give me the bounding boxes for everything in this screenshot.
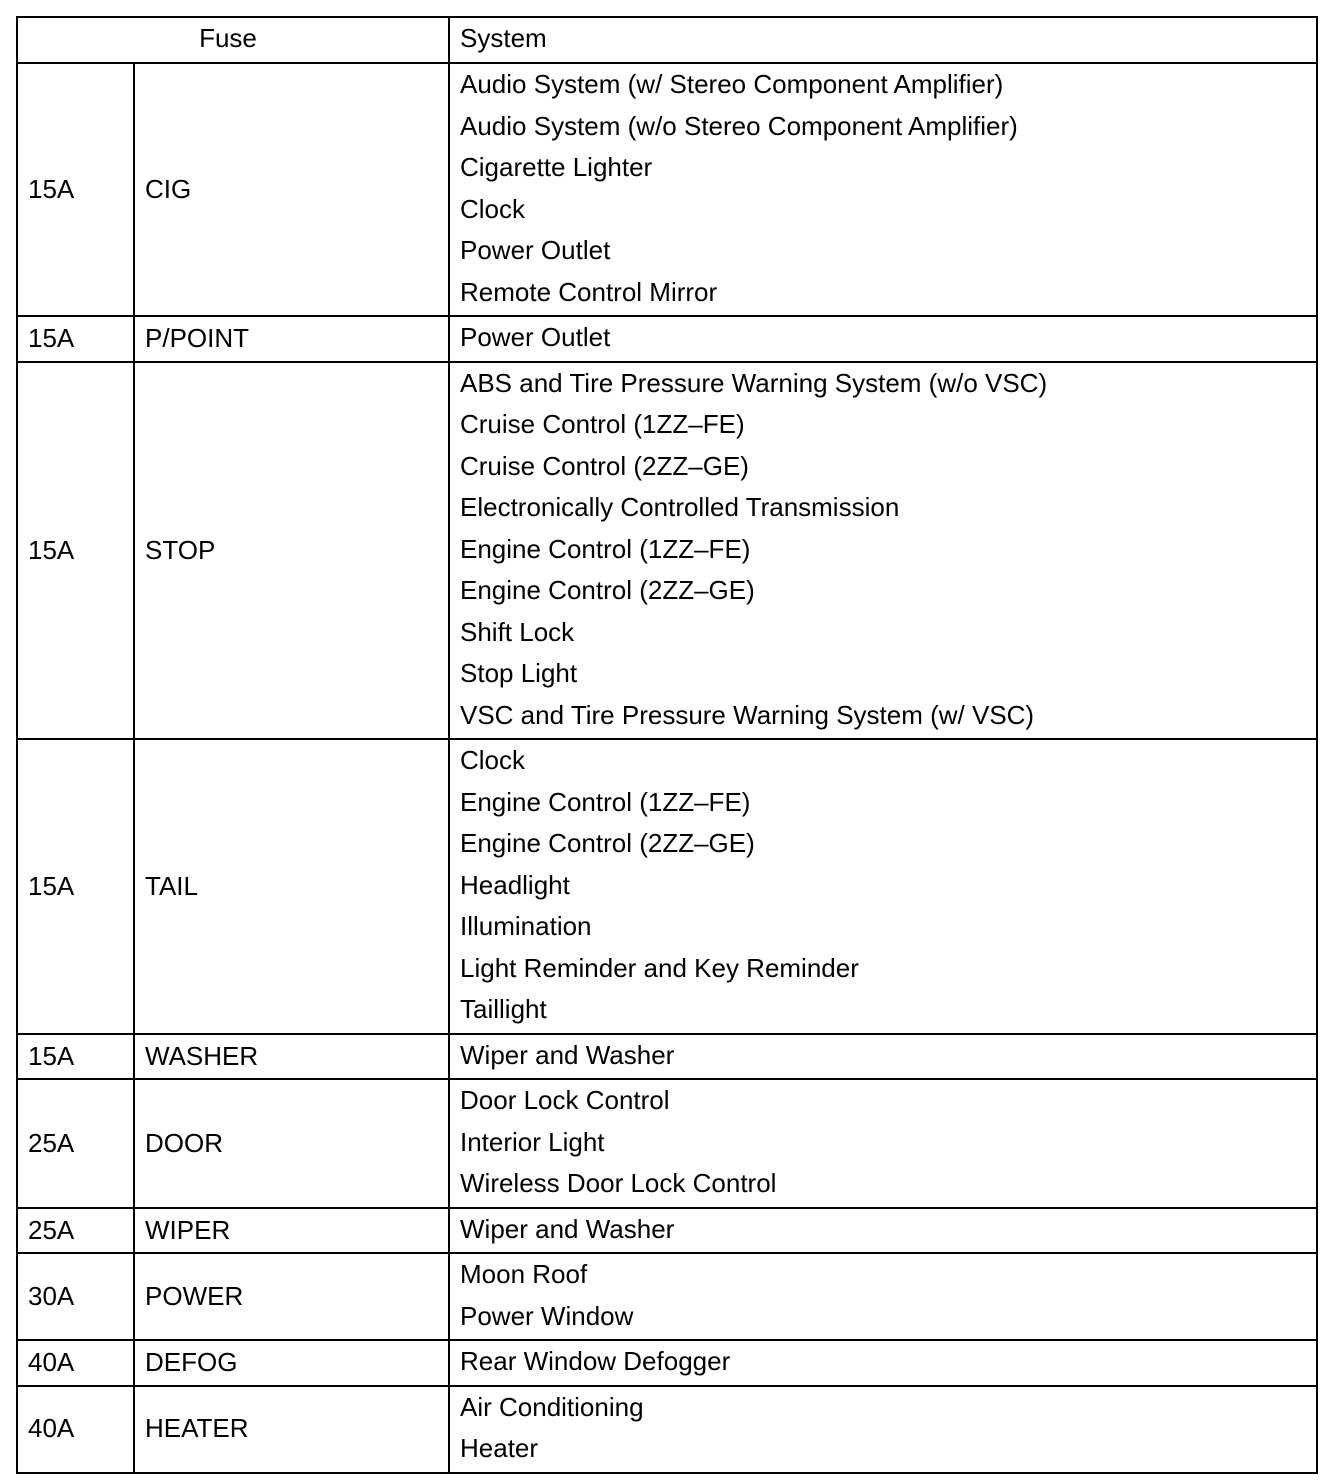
system-item: Engine Control (1ZZ–FE)	[460, 533, 751, 564]
fuse-table	[16, 16, 1318, 1474]
fuse-name: WIPER	[134, 1208, 449, 1254]
fuse-header: Fuse	[17, 17, 449, 63]
fuse-amperage: 15A	[17, 1034, 134, 1080]
fuse-name: HEATER	[134, 1386, 449, 1473]
system-item: Wireless Door Lock Control	[460, 1168, 777, 1198]
system-item: Heater	[460, 1433, 539, 1463]
table-row	[17, 1079, 1317, 1208]
system-item: Electronically Controlled Transmission	[460, 492, 900, 522]
fuse-amperage: 40A	[17, 1340, 134, 1386]
system-list	[449, 316, 1317, 362]
system-item: Cruise Control (2ZZ–GE)	[460, 450, 749, 481]
system-item: Remote Control Mirror	[460, 276, 718, 307]
system-header: System	[449, 17, 1317, 63]
system-item: Clock	[460, 745, 526, 775]
system-item: Air Conditioning	[460, 1391, 644, 1422]
system-item: Door Lock Control	[460, 1085, 670, 1115]
system-item: ABS and Tire Pressure Warning System (w/o VSC)	[460, 367, 1048, 398]
system-list	[449, 1079, 1317, 1208]
table-row	[17, 63, 1317, 316]
table-row	[17, 739, 1317, 1034]
system-list	[449, 1208, 1317, 1254]
system-list	[449, 1386, 1317, 1473]
system-item: Engine Control (1ZZ–FE)	[460, 786, 751, 817]
fuse-name: P/POINT	[134, 316, 449, 362]
system-item: Wiper and Washer	[460, 1213, 675, 1244]
system-item: Engine Control (2ZZ–GE)	[460, 828, 755, 858]
table-row	[17, 1253, 1317, 1340]
table-row	[17, 1034, 1317, 1080]
system-item: Rear Window Defogger	[460, 1346, 731, 1376]
fuse-amperage: 15A	[17, 316, 134, 362]
system-item: Power Outlet	[460, 322, 611, 352]
system-list	[449, 63, 1317, 316]
header-row	[17, 17, 1317, 63]
system-item: Light Reminder and Key Reminder	[460, 952, 859, 983]
fuse-name: WASHER	[134, 1034, 449, 1080]
fuse-amperage: 40A	[17, 1386, 134, 1473]
system-item: Clock	[460, 193, 526, 224]
system-item: Headlight	[460, 869, 570, 900]
fuse-amperage: 15A	[17, 362, 134, 740]
fuse-amperage: 15A	[17, 739, 134, 1034]
fuse-amperage: 15A	[17, 63, 134, 316]
system-item: Cigarette Lighter	[460, 152, 653, 182]
system-list	[449, 1253, 1317, 1340]
system-item: Taillight	[460, 994, 547, 1024]
system-item: Audio System (w/ Stereo Component Amplifier)	[460, 69, 1004, 99]
system-item: Shift Lock	[460, 616, 575, 647]
fuse-table-body	[17, 63, 1317, 1473]
fuse-name: TAIL	[134, 739, 449, 1034]
system-item: Cruise Control (1ZZ–FE)	[460, 409, 745, 439]
fuse-name: DEFOG	[134, 1340, 449, 1386]
system-item: Audio System (w/o Stereo Component Amplifier)	[460, 110, 1018, 141]
system-list	[449, 1340, 1317, 1386]
system-item: VSC and Tire Pressure Warning System (w/ VSC)	[460, 699, 1035, 730]
system-list	[449, 362, 1317, 740]
table-row	[17, 316, 1317, 362]
table-row	[17, 362, 1317, 740]
fuse-amperage: 25A	[17, 1208, 134, 1254]
system-item: Power Outlet	[460, 235, 611, 265]
system-item: Engine Control (2ZZ–GE)	[460, 575, 755, 605]
system-list	[449, 739, 1317, 1034]
system-item: Interior Light	[460, 1126, 605, 1157]
system-item: Stop Light	[460, 658, 578, 688]
fuse-name: CIG	[134, 63, 449, 316]
table-row	[17, 1386, 1317, 1473]
fuse-amperage: 25A	[17, 1079, 134, 1208]
system-item: Illumination	[460, 911, 592, 941]
system-item: Moon Roof	[460, 1259, 588, 1289]
fuse-name: POWER	[134, 1253, 449, 1340]
system-item: Wiper and Washer	[460, 1039, 675, 1070]
fuse-amperage: 30A	[17, 1253, 134, 1340]
fuse-name: DOOR	[134, 1079, 449, 1208]
fuse-name: STOP	[134, 362, 449, 740]
system-list	[449, 1034, 1317, 1080]
table-row	[17, 1208, 1317, 1254]
table-row	[17, 1340, 1317, 1386]
system-item: Power Window	[460, 1300, 634, 1331]
